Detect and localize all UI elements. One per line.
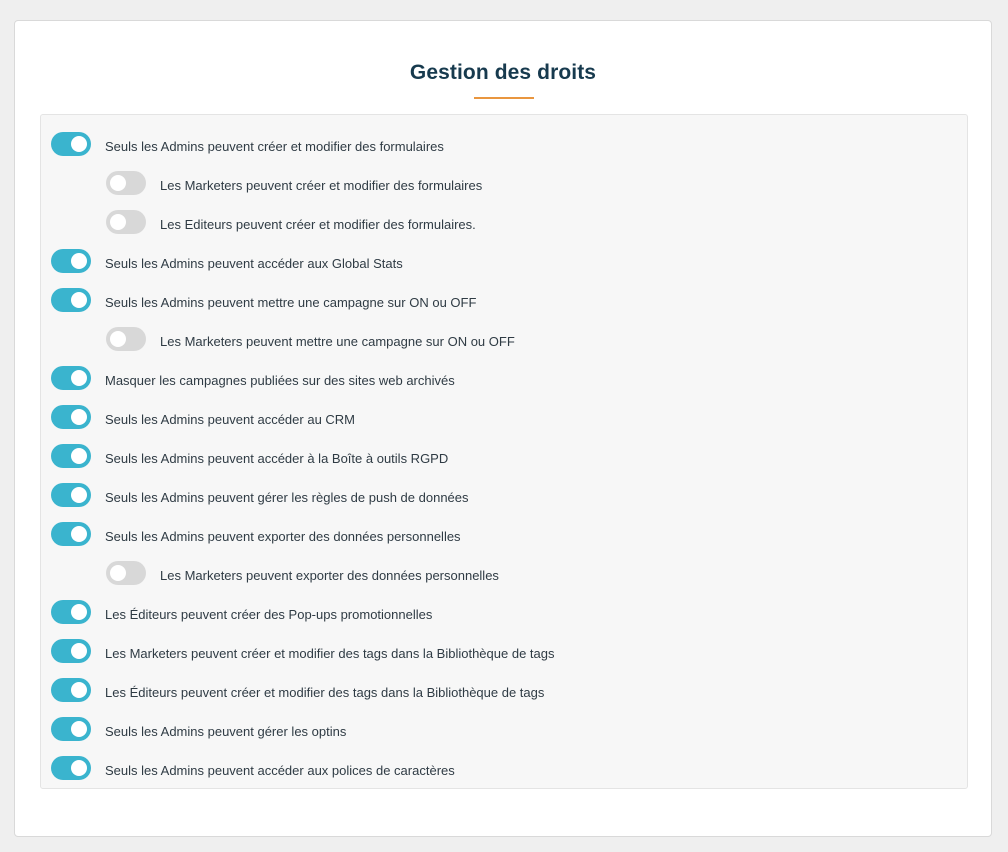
setting-label: Seuls les Admins peuvent gérer les règles de push de données: [105, 490, 469, 505]
toggle-knob: [71, 292, 87, 308]
toggle-switch[interactable]: [51, 600, 91, 624]
toggle-switch[interactable]: [51, 639, 91, 663]
setting-row: [41, 632, 967, 671]
setting-row: [41, 164, 967, 203]
toggle-switch[interactable]: [106, 210, 146, 234]
page-title: Gestion des droits: [409, 61, 597, 84]
setting-label: Seuls les Admins peuvent gérer les optins: [105, 724, 347, 739]
toggle-switch[interactable]: [51, 288, 91, 312]
setting-row: [41, 281, 967, 320]
permissions-list: [41, 125, 967, 788]
setting-row: [41, 359, 967, 398]
toggle-switch[interactable]: [106, 561, 146, 585]
title-underline: [474, 97, 534, 99]
setting-row: [41, 203, 967, 242]
setting-row: [41, 749, 967, 788]
toggle-knob: [71, 409, 87, 425]
toggle-knob: [71, 682, 87, 698]
toggle-knob: [110, 175, 126, 191]
toggle-switch[interactable]: [51, 756, 91, 780]
setting-row: [41, 710, 967, 749]
setting-label: Les Editeurs peuvent créer et modifier des formulaires.: [160, 217, 476, 232]
setting-label: Seuls les Admins peuvent accéder au CRM: [105, 412, 356, 427]
setting-label: Les Marketers peuvent créer et modifier des formulaires: [160, 178, 483, 193]
toggle-knob: [71, 604, 87, 620]
toggle-switch[interactable]: [51, 678, 91, 702]
toggle-knob: [71, 136, 87, 152]
setting-row: [41, 398, 967, 437]
permissions-panel: [40, 114, 968, 789]
toggle-knob: [110, 565, 126, 581]
toggle-knob: [71, 370, 87, 386]
toggle-switch[interactable]: [51, 444, 91, 468]
toggle-switch[interactable]: [51, 405, 91, 429]
setting-row: [41, 671, 967, 710]
setting-label: Masquer les campagnes publiées sur des sites web archivés: [105, 373, 455, 388]
toggle-knob: [71, 487, 87, 503]
toggle-switch[interactable]: [51, 132, 91, 156]
setting-label: Les Éditeurs peuvent créer des Pop-ups promotionnelles: [105, 607, 433, 622]
toggle-switch[interactable]: [51, 522, 91, 546]
setting-label: Seuls les Admins peuvent mettre une campagne sur ON ou OFF: [105, 295, 477, 310]
toggle-switch[interactable]: [106, 327, 146, 351]
toggle-knob: [71, 526, 87, 542]
toggle-knob: [71, 643, 87, 659]
setting-row: [41, 476, 967, 515]
setting-row: [41, 515, 967, 554]
toggle-knob: [110, 331, 126, 347]
toggle-switch[interactable]: [51, 483, 91, 507]
toggle-knob: [71, 721, 87, 737]
settings-card: [14, 20, 992, 837]
setting-row: [41, 437, 967, 476]
setting-row: [41, 125, 967, 164]
setting-label: Seuls les Admins peuvent accéder aux Global Stats: [105, 256, 403, 271]
toggle-switch[interactable]: [106, 171, 146, 195]
setting-row: [41, 242, 967, 281]
setting-row: [41, 554, 967, 593]
toggle-switch[interactable]: [51, 717, 91, 741]
toggle-switch[interactable]: [51, 249, 91, 273]
toggle-knob: [71, 760, 87, 776]
setting-label: Seuls les Admins peuvent accéder à la Boîte à outils RGPD: [105, 451, 449, 466]
setting-label: Seuls les Admins peuvent créer et modifier des formulaires: [105, 139, 444, 154]
setting-label: Les Marketers peuvent exporter des données personnelles: [160, 568, 499, 583]
toggle-knob: [71, 253, 87, 269]
setting-label: Les Éditeurs peuvent créer et modifier des tags dans la Bibliothèque de tags: [105, 685, 545, 700]
setting-label: Seuls les Admins peuvent exporter des données personnelles: [105, 529, 461, 544]
toggle-knob: [71, 448, 87, 464]
setting-row: [41, 320, 967, 359]
toggle-switch[interactable]: [51, 366, 91, 390]
toggle-knob: [110, 214, 126, 230]
setting-label: Les Marketers peuvent mettre une campagne sur ON ou OFF: [160, 334, 515, 349]
setting-row: [41, 593, 967, 632]
setting-label: Seuls les Admins peuvent accéder aux polices de caractères: [105, 763, 455, 778]
setting-label: Les Marketers peuvent créer et modifier des tags dans la Bibliothèque de tags: [105, 646, 555, 661]
